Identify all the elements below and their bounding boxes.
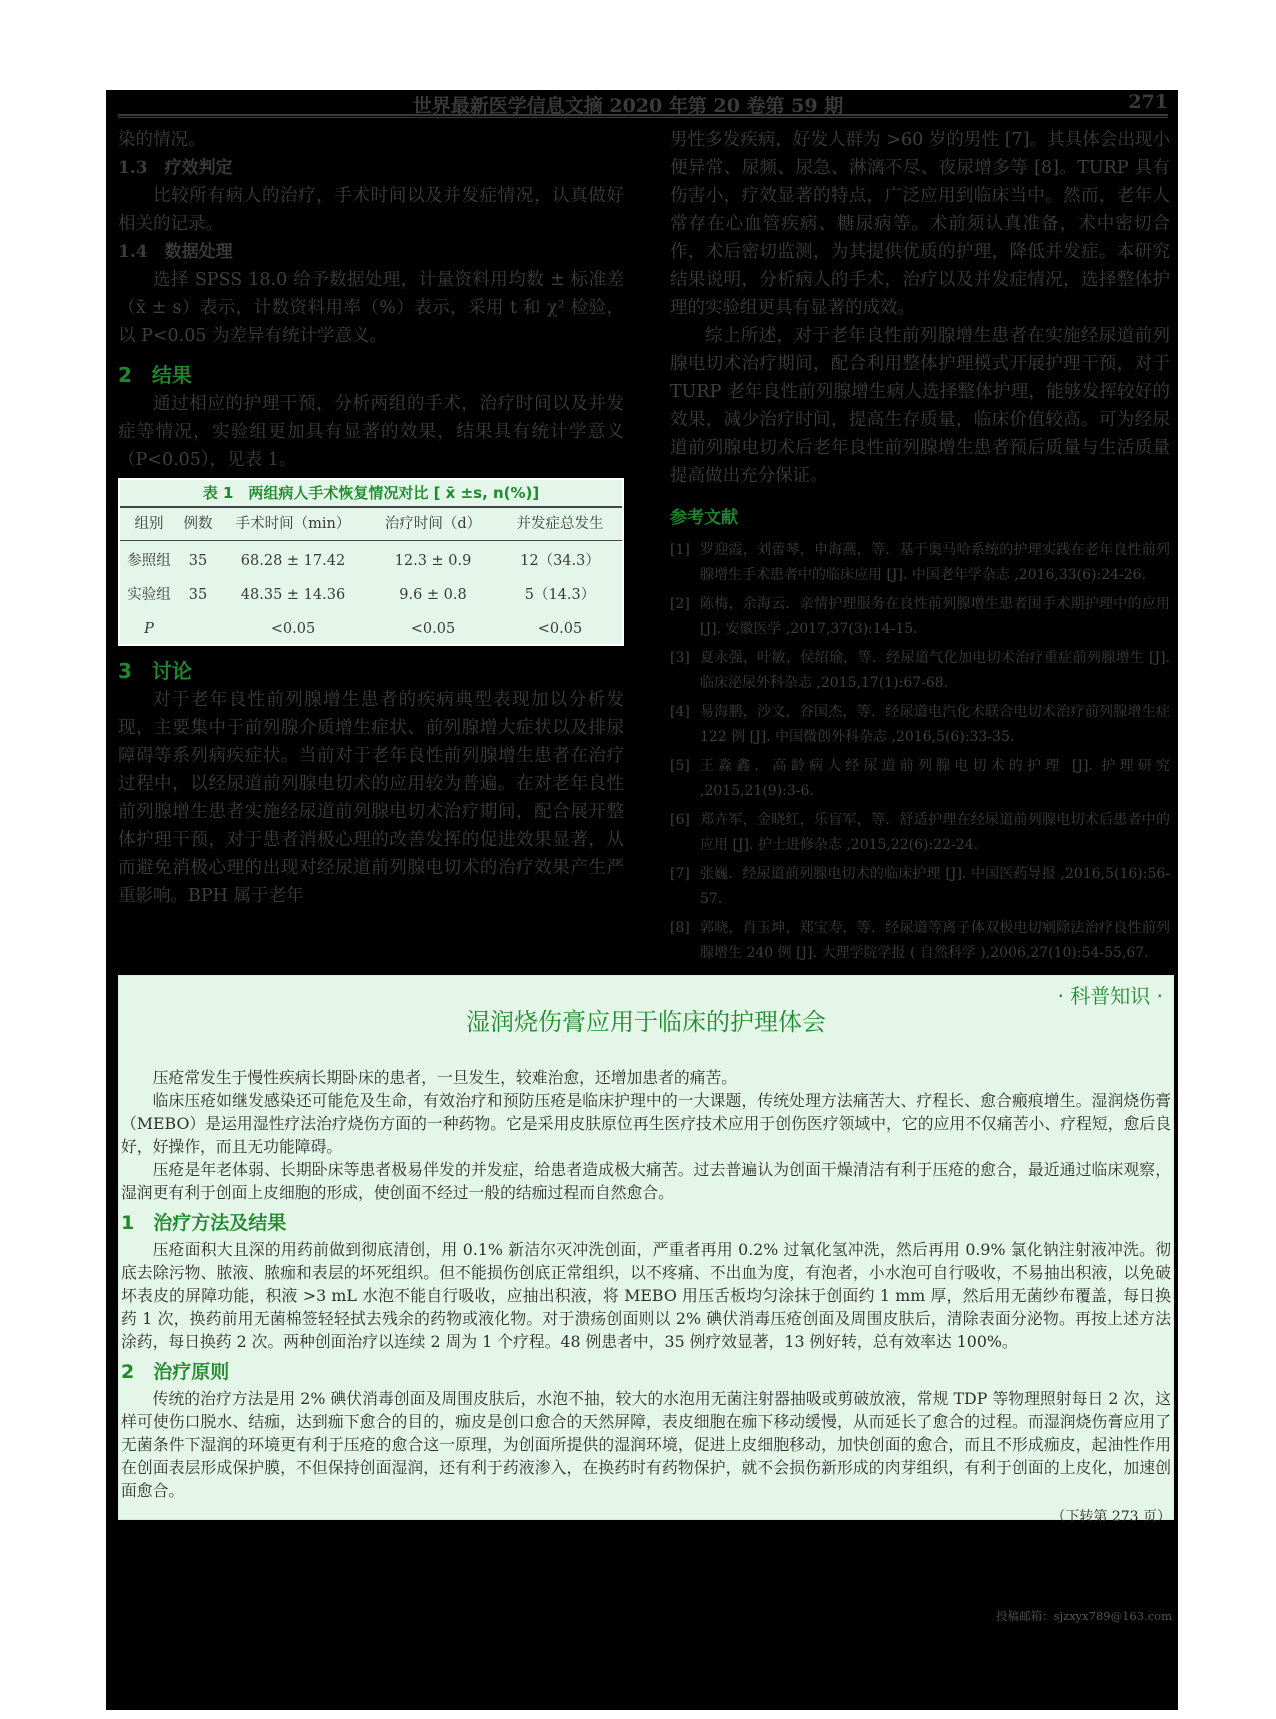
reference-number: [8] — [670, 920, 690, 936]
table-header-row — [120, 508, 622, 540]
table-cell: <0.05 — [270, 621, 316, 637]
article-paragraph: 传统的治疗方法是用 2% 碘伏消毒创面及周围皮肤后，水泡不抽，较大的水泡用无菌注射器抽吸或剪破放液，常规 TDP 等物理照射每日 2 次，这样可使伤口脱水、结痂，达到痂下愈合的目的，痂皮是创口愈合的天然屏障，表皮细胞在痂下移动缓慢，从而延长了愈合的过程。而湿润烧伤膏应用了无菌条件下湿润的环境更有利于压疮的愈合这一原理，为创面所提供的湿润环境，促进上皮细胞移动，加快创面的愈合，而且不形成痂皮，起油性作用在创面表层形成保护膜，不但保持创面湿润，还有利于药液渗入，在换药时有药物保护，就不会损伤新形成的肉芽组织，有利于创面的上皮化，加速创面愈合。 — [121, 1389, 1171, 1500]
table-caption: 表 1 两组病人手术恢复情况对比 [ x̄ ±s, n(%)] — [202, 484, 540, 502]
reference-item — [670, 862, 1170, 912]
table-cell: 12.3 ± 0.9 — [394, 553, 472, 569]
table-cell: 9.6 ± 0.8 — [399, 587, 467, 603]
reference-number: [3] — [670, 650, 690, 666]
reference-text: 罗迎霞，刘蕾琴，申海燕，等．基于奥马哈系统的护理实践在老年良性前列腺增生手术患者中的临床应用 [J]. 中国老年学杂志 ,2016,33(6):24-26. — [700, 542, 1170, 583]
reference-number: [2] — [670, 596, 690, 612]
section-heading-results: 2 结果 — [118, 363, 192, 387]
table-row — [120, 612, 622, 646]
paragraph-discussion-continued: 男性多发疾病，好发人群为 >60 岁的男性 [7]。其具体会出现小便异常、尿频、尿急、淋漓不尽、夜尿增多等 [8]。TURP 具有伤害小，疗效显著的特点，广泛应用到临床当中。然而，老年人常存在心血管疾病、糖尿病等。术前须认真准备，术中密切合作，术后密切监测，为其提供优质的护理，降低并发症。本研究结果说明，分析病人的手术，治疗以及并发症情况，选择整体护理的实验组更具有显著的成效。 — [670, 130, 1170, 318]
table-cell — [178, 612, 218, 646]
reference-text: 张巍．经尿道前列腺电切术的临床护理 [J]. 中国医药导报 ,2016,5(16):56-57. — [700, 866, 1170, 907]
table-header-cell: 组别 — [134, 516, 164, 532]
paragraph-1-4: 选择 SPSS 18.0 给予数据处理，计量资料用均数 ± 标准差（x̄ ± s）表示，计数资料用率（%）表示，采用 t 和 χ² 检验，以 P<0.05 为差异有统计学意义。 — [118, 270, 624, 346]
table-cell: 5（14.3） — [524, 587, 596, 603]
right-column — [670, 126, 1170, 970]
reference-text: 夏永强，叶敏，侯绍瑜，等．经尿道气化加电切术治疗重症前列腺增生 [J]. 临床泌尿外科杂志 ,2015,17(1):67-68. — [700, 650, 1170, 691]
article-heading-principles: 2 治疗原则 — [121, 1361, 230, 1383]
popular-science-article — [118, 975, 1174, 1525]
table-cell: 35 — [188, 553, 208, 569]
reference-number: [6] — [670, 812, 690, 828]
table-header-cell: 并发症总发生 — [516, 516, 604, 532]
table-row — [120, 578, 622, 612]
table-cell: 参照组 — [127, 553, 171, 569]
article-paragraph: 压疮是年老体弱、长期卧床等患者极易伴发的并发症，给患者造成极大痛苦。过去普遍认为创面干燥清洁有利于压疮的愈合，最近通过临床观察，湿润更有利于创面上皮细胞的形成，使创面不经过一般的结痂过程而自然愈合。 — [121, 1160, 1171, 1202]
reference-item — [670, 700, 1170, 750]
article-title: 湿润烧伤膏应用于临床的护理体会 — [466, 1008, 826, 1036]
reference-number: [7] — [670, 866, 690, 882]
paragraph-1-3: 比较所有病人的治疗，手术时间以及并发症情况，认真做好相关的记录。 — [118, 186, 624, 234]
section-heading-discussion: 3 讨论 — [118, 659, 192, 683]
table-cell: 12（34.3） — [520, 553, 600, 569]
paragraph-continued: 染的情况。 — [118, 130, 206, 150]
table-cell: 68.28 ± 17.42 — [240, 553, 346, 569]
reference-text: 王淼鑫．高龄病人经尿道前列腺电切术的护理 [J]. 护理研究 ,2015,21(9):3-6. — [700, 758, 1170, 799]
reference-item — [670, 916, 1170, 966]
article-paragraph: 压疮常发生于慢性疾病长期卧床的患者，一旦发生，较难治愈，还增加患者的痛苦。 — [152, 1068, 738, 1087]
reference-item — [670, 754, 1170, 804]
reference-number: [4] — [670, 704, 690, 720]
table-cell: 48.35 ± 14.36 — [240, 587, 346, 603]
left-column — [118, 126, 624, 910]
reference-number: [5] — [670, 758, 690, 774]
header-rule — [118, 114, 1168, 118]
reference-text: 陈梅，余海云．亲情护理服务在良性前列腺增生患者围手术期护理中的应用 [J]. 安徽医学 ,2017,37(3):14-15. — [700, 596, 1170, 637]
article-heading-treatment: 1 治疗方法及结果 — [121, 1212, 287, 1234]
table-cell: <0.05 — [410, 621, 456, 637]
continued-note: （下转第 273 页） — [1051, 1509, 1171, 1525]
reference-item — [670, 592, 1170, 642]
article-paragraph: 临床压疮如继发感染还可能危及生命，有效治疗和预防压疮是临床护理中的一大课题，传统处理方法痛苦大、疗程长、愈合瘢痕增生。湿润烧伤膏（MEBO）是运用湿性疗法治疗烧伤方面的一种药物。它是采用皮肤原位再生医疗技术应用于创伤医疗领域中，它的应用不仅痛苦小、疗程短，愈后良好，好操作，而且无功能障碍。 — [121, 1091, 1171, 1156]
reference-item — [670, 646, 1170, 696]
journal-page — [106, 90, 1178, 1710]
reference-item — [670, 808, 1170, 858]
table-row — [120, 540, 622, 578]
article-paragraph: 压疮面积大且深的用药前做到彻底清创，用 0.1% 新洁尔灭冲洗创面，严重者再用 0.2% 过氧化氢冲洗，然后再用 0.9% 氯化钠注射液冲洗。彻底去除污物、脓液、脓痂和表层的坏死组织。但不能损伤创底正常组织，以不疼痛、不出血为度，有泡者，小水泡可自行吸收，不易抽出积液，以免破坏表皮的屏障功能，积液 >3 mL 水泡不能自行吸收，应抽出积液，将 MEBO 用压舌板均匀涂抹于创面约 1 mm 厚，然后用无菌纱布覆盖，每日换药 1 次，换药前用无菌棉签轻轻拭去残余的药物或液化物。对于溃疡创面则以 2% 碘伏消毒压疮创面及周围皮肤后，清除表面分泌物。再按上述方法涂药，每日换药 2 次。两种创面治疗以连续 2 周为 1 个疗程。48 例患者中，35 例疗效显著，13 例好转，总有效率达 100%。 — [121, 1240, 1171, 1351]
table-1 — [118, 478, 624, 646]
reference-number: [1] — [670, 542, 690, 558]
table-header-cell: 手术时间（min） — [235, 516, 351, 532]
submission-email: 投稿邮箱：sjzxyx789@163.com — [996, 1609, 1172, 1623]
reference-text: 郑卉军，金晓红，乐盲军，等．舒适护理在经尿道前列腺电切术后患者中的应用 [J]. 护士进修杂志 ,2015,22(6):22-24. — [700, 812, 1170, 853]
paragraph-conclusion: 综上所述，对于老年良性前列腺增生患者在实施经尿道前列腺电切术治疗期间，配合利用整体护理模式开展护理干预，对于 TURP 老年良性前列腺增生病人选择整体护理，能够发挥较好的效果，减少治疗时间，提高生存质量，临床价值较高。可为经尿道前列腺电切术后老年良性前列腺增生患者预后质量与生活质量提高做出充分保证。 — [670, 326, 1170, 486]
journal-title: 世界最新医学信息文摘 2020 年第 20 卷第 59 期 — [412, 95, 844, 117]
table-header-cell: 治疗时间（d） — [384, 516, 482, 532]
references-heading: 参考文献 — [670, 508, 738, 528]
article-body — [121, 1066, 1171, 1528]
reference-item — [670, 538, 1170, 588]
table-cell: <0.05 — [537, 621, 583, 637]
reference-text: 郭晓，肖玉坤，郑宝寿，等．经尿道等离子体双极电切剜除法治疗良性前列腺增生 240 例 [J]. 大理学院学报 ( 自然科学 ),2006,27(10):54-55,67. — [700, 920, 1170, 961]
table-cell: 35 — [188, 587, 208, 603]
table-cell: 实验组 — [127, 587, 171, 603]
paragraph-discussion: 对于老年良性前列腺增生患者的疾病典型表现加以分析发现，主要集中于前列腺介质增生症状、前列腺增大症状以及排尿障碍等系列病疾症状。当前对于老年良性前列腺增生患者在治疗过程中，以经尿道前列腺电切术的应用较为普遍。在对老年良性前列腺增生患者实施经尿道前列腺电切术治疗期间，配合展开整体护理干预，对于患者消极心理的改善发挥的促进效果显著，从而避免消极心理的出现对经尿道前列腺电切术的治疗效果产生严重影响。BPH 属于老年 — [118, 690, 624, 906]
table-header-cell: 例数 — [183, 516, 213, 532]
table-grid — [120, 508, 622, 646]
page-header — [118, 90, 1168, 117]
paragraph-results: 通过相应的护理干预，分析两组的手术，治疗时间以及并发症等情况，实验组更加具有显著的效果，结果具有统计学意义（P<0.05），见表 1。 — [118, 394, 624, 470]
section-tag: · 科普知识 · — [1057, 984, 1163, 1008]
page-number: 271 — [1128, 91, 1168, 113]
section-heading-1-4: 1.4 数据处理 — [118, 242, 233, 262]
section-heading-1-3: 1.3 疗效判定 — [118, 158, 233, 178]
table-cell: P — [144, 621, 154, 637]
reference-text: 易海鹏，沙文，谷国杰，等．经尿道电汽化术联合电切术治疗前列腺增生症 122 例 [J]. 中国微创外科杂志 ,2016,5(6):33-35. — [700, 704, 1170, 745]
